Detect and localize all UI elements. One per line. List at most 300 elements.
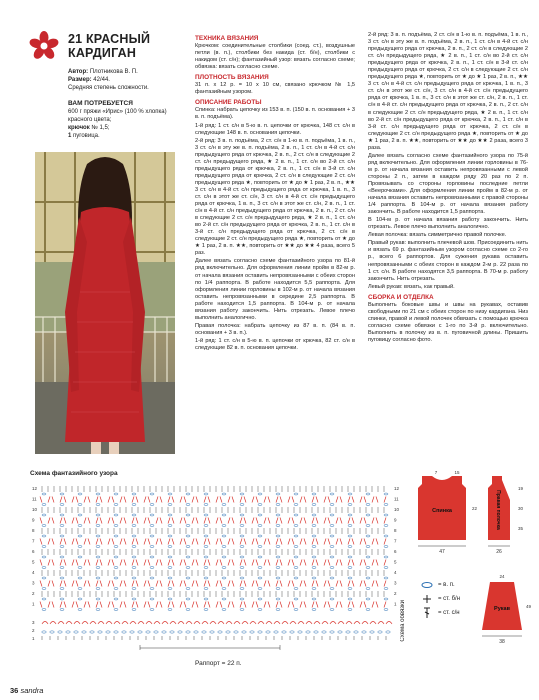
- chart-chain: [348, 567, 352, 569]
- chart-stitch: [48, 560, 50, 566]
- chart-stitch: [168, 539, 170, 545]
- chart-stitch: [264, 581, 266, 587]
- chart-chain: [348, 504, 352, 506]
- edging-chain: [122, 631, 126, 633]
- edging-arc: [162, 622, 168, 625]
- chart-chain: [312, 598, 316, 600]
- materials-heading: ВАМ ПОТРЕБУЕТСЯ: [68, 100, 133, 107]
- chart-stitch: [64, 518, 66, 524]
- chart-chain: [114, 504, 118, 506]
- chart-stitch: [160, 560, 162, 566]
- chart-stitch: [372, 518, 374, 524]
- chart-chain: [330, 504, 334, 506]
- chart-stitch: [172, 560, 174, 566]
- chart-stitch: [156, 602, 158, 608]
- chart-chain: [168, 504, 172, 506]
- chart-stitch: [100, 518, 102, 524]
- chart-chain: [42, 588, 46, 590]
- chart-stitch: [228, 539, 230, 545]
- chart-stitch: [168, 581, 170, 587]
- chart-chain: [276, 588, 280, 590]
- chart-stitch: [372, 602, 374, 608]
- chart-stitch: [336, 539, 338, 545]
- chart-stitch: [292, 539, 294, 545]
- edging-arc: [306, 622, 312, 625]
- chart-chain: [150, 525, 154, 527]
- chart-stitch: [52, 581, 54, 587]
- chart-stitch: [268, 539, 270, 545]
- chart-stitch: [208, 602, 210, 608]
- chart-chain: [42, 609, 46, 611]
- chart-stitch: [348, 518, 350, 524]
- chart-stitch: [288, 518, 290, 524]
- chart-stitch: [328, 581, 330, 587]
- legend-label-sc: = ст. б/н: [438, 596, 461, 602]
- chart-chain: [294, 546, 298, 548]
- chart-stitch: [112, 602, 114, 608]
- chart-stitch: [276, 560, 278, 566]
- chart-stitch: [316, 539, 318, 545]
- chart-stitch: [348, 539, 350, 545]
- chart-chain: [96, 525, 100, 527]
- chart-stitch: [168, 602, 170, 608]
- chart-chain: [168, 525, 172, 527]
- chart-stitch: [340, 539, 342, 545]
- chart-stitch: [180, 539, 182, 545]
- chart-stitch: [64, 560, 66, 566]
- chart-chain: [384, 567, 388, 569]
- chart-stitch: [384, 539, 386, 545]
- chart-chain: [204, 598, 208, 600]
- chart-chain: [168, 535, 172, 537]
- chart-stitch: [228, 602, 230, 608]
- row-number-right: 2: [394, 591, 397, 596]
- edging-chain: [210, 631, 214, 633]
- chart-stitch: [120, 602, 122, 608]
- row-number-right: 7: [394, 538, 397, 544]
- chart-chain: [150, 567, 154, 569]
- chart-stitch: [300, 581, 302, 587]
- chart-chain: [42, 535, 46, 537]
- row-number-right: 11: [394, 496, 399, 502]
- chart-stitch: [100, 539, 102, 545]
- chart-stitch: [372, 539, 374, 545]
- chart-stitch: [252, 560, 254, 566]
- chart-chain: [114, 609, 118, 611]
- author-value: Плотникова В. П.: [89, 69, 138, 75]
- chart-stitch: [168, 560, 170, 566]
- chart-stitch: [136, 518, 138, 524]
- page-number: 36: [10, 686, 19, 695]
- row-number-right: 5: [394, 559, 397, 565]
- chart-stitch: [192, 518, 194, 524]
- chart-stitch: [132, 497, 134, 503]
- size-label: Размер:: [68, 77, 92, 83]
- chart-stitch: [244, 602, 246, 608]
- difficulty: Средняя степень сложности.: [68, 85, 149, 91]
- chart-chain: [384, 588, 388, 590]
- chart-stitch: [220, 560, 222, 566]
- chart-stitch: [376, 497, 378, 503]
- chart-stitch: [304, 602, 306, 608]
- chart-stitch: [304, 539, 306, 545]
- edging-arc: [98, 622, 104, 625]
- chart-stitch: [240, 518, 242, 524]
- chart-stitch: [292, 518, 294, 524]
- chart-stitch: [364, 560, 366, 566]
- chart-stitch: [108, 518, 110, 524]
- chart-chain: [312, 556, 316, 558]
- chart-chain: [330, 525, 334, 527]
- chart-chain: [348, 577, 352, 579]
- chart-stitch: [328, 539, 330, 545]
- chart-stitch: [96, 539, 98, 545]
- obvyazka-label: Схема обвязки: [400, 600, 406, 642]
- chart-stitch: [196, 518, 198, 524]
- edging-chain: [178, 631, 182, 633]
- edging-arc: [210, 622, 216, 625]
- chart-stitch: [76, 602, 78, 608]
- chart-stitch: [144, 497, 146, 503]
- chart-stitch: [264, 497, 266, 503]
- chart-stitch: [156, 560, 158, 566]
- chart-chain: [114, 535, 118, 537]
- edging-arc: [378, 622, 384, 625]
- instructions-column-1: [195, 32, 355, 353]
- chart-chain: [132, 588, 136, 590]
- chart-chain: [240, 525, 244, 527]
- assembly-text: Выполнить боковые швы и швы на рукавах, оставив свободными по 21 см с обеих сторон по низу кардигана. Низ спинки, правой и левой полочек обвязать с помощью крючка согласно схеме обвязки с 1-го по 3-й р. включительно. Выполнить в полочку из в. п. пуговичной длины. Пришить пуговицу согласно фото.: [368, 301, 528, 343]
- chart-chain: [276, 577, 280, 579]
- chart-stitch: [352, 497, 354, 503]
- chart-stitch: [280, 539, 282, 545]
- chart-chain: [312, 546, 316, 548]
- chart-stitch: [172, 602, 174, 608]
- chart-stitch: [84, 497, 86, 503]
- chart-stitch: [376, 539, 378, 545]
- chart-chain: [114, 546, 118, 548]
- chart-stitch: [328, 560, 330, 566]
- chart-stitch: [184, 560, 186, 566]
- front-width: 26: [496, 549, 502, 555]
- chart-chain: [276, 609, 280, 611]
- chart-chain: [276, 504, 280, 506]
- chart-stitch: [280, 518, 282, 524]
- chart-stitch: [48, 602, 50, 608]
- chart-stitch: [216, 581, 218, 587]
- chart-stitch: [352, 560, 354, 566]
- chart-stitch: [240, 602, 242, 608]
- chart-chain: [168, 577, 172, 579]
- row-number-left: 2: [32, 591, 35, 596]
- chart-stitch: [204, 518, 206, 524]
- crochet-chart: [30, 480, 410, 650]
- chart-stitch: [168, 518, 170, 524]
- col3-p3: В 104-м р. от начала вязания работу закончить. Нить отрезать. Левое плечо выполнить аналогично.: [368, 217, 528, 231]
- back-shoulder: 15: [454, 470, 460, 475]
- edging-arc: [386, 622, 392, 625]
- chart-chain: [312, 567, 316, 569]
- chart-stitch: [376, 581, 378, 587]
- brand-name: sandra: [20, 686, 44, 695]
- chart-stitch: [144, 581, 146, 587]
- chart-chain: [330, 493, 334, 495]
- edging-arc: [178, 622, 184, 625]
- legend-label-chain: = в. п.: [438, 582, 455, 588]
- chart-chain: [150, 546, 154, 548]
- chart-stitch: [336, 581, 338, 587]
- chart-chain: [168, 567, 172, 569]
- chart-stitch: [76, 560, 78, 566]
- chart-chain: [330, 609, 334, 611]
- edging-arc: [322, 622, 328, 625]
- edging-row-number: 3: [32, 620, 35, 625]
- chart-chain: [384, 525, 388, 527]
- chart-stitch: [300, 560, 302, 566]
- chart-stitch: [192, 497, 194, 503]
- chart-stitch: [328, 497, 330, 503]
- chart-stitch: [88, 560, 90, 566]
- chart-chain: [276, 525, 280, 527]
- chart-stitch: [264, 518, 266, 524]
- chart-chain: [42, 514, 46, 516]
- edging-chain: [338, 631, 342, 633]
- chart-stitch: [108, 560, 110, 566]
- chart-chain: [168, 609, 172, 611]
- chart-stitch: [384, 581, 386, 587]
- chart-stitch: [76, 497, 78, 503]
- chart-stitch: [120, 560, 122, 566]
- edging-arc: [346, 622, 352, 625]
- chart-chain: [96, 588, 100, 590]
- description-p3: 2-й ряд: 3 в. п. подъёма, 2 ст. с/н в 1-ю в. п. подъёма, 1 в. п., 3 ст. с/н в эту же в. п. подъёма, 2 в. п., 1 ст. с/н в 4-й ст. с/н предыдущего ряда от крючка, 2 в. п., 2 ст. с/н в следующие 2 ст. с/н предыдущего ряда, ★ 2 в. п., 1 ст. с/н во 2-й ст. с/н предыдущего ряда от крючка, 2 в. п., 1 ст. с/н в 3-й ст. с/н предыдущего ряда от крючка, 2 ст. с/н в следующие 2 ст. с/н предыдущего ряда ★, повторить от ★ до ★ 1 раз, 2 в. п., ★★ 3 ст. с/н в 4-й ст. с/н предыдущего ряда от крючка, 1 в. п., 3 ст. с/н в этот же ст. с/н, 3 ст. с/н в 4-й ст. с/н предыдущего ряда от крючка, 1 в. п., 3 ст. с/н в этот же ст. с/н, 2 в. п., 1 ст. с/н в 4-й ст. с/н предыдущего ряда от крючка, 2 в. п., 2 ст. с/н в следующие 2 ст. с/н предыдущего ряда, ★ 2 в. п., 1 ст. с/н во 2-й ст. с/н предыдущего ряда от крючка, 2 в. п., 1 ст. с/н в 3-й ст. с/н предыдущего ряда от крючка, 2 ст. с/н в следующие 2 ст. с/н предыдущего ряда ★, повторить от ★ до ★ 1 раз, 2 в. п. ★★, повторить от ★★ до ★★ 4 раза, всего 5 раз.: [195, 137, 355, 257]
- chart-chain: [222, 514, 226, 516]
- chart-stitch: [252, 581, 254, 587]
- chart-stitch: [112, 560, 114, 566]
- chart-stitch: [316, 518, 318, 524]
- chart-stitch: [216, 539, 218, 545]
- chart-stitch: [268, 560, 270, 566]
- chart-stitch: [184, 581, 186, 587]
- chart-chain: [222, 504, 226, 506]
- chart-stitch: [340, 560, 342, 566]
- chart-stitch: [220, 602, 222, 608]
- chart-stitch: [132, 602, 134, 608]
- edging-chain: [154, 631, 158, 633]
- chart-stitch: [232, 602, 234, 608]
- chart-chain: [114, 556, 118, 558]
- hook-value: № 1,5;: [91, 125, 110, 131]
- front-label: Правая полочка: [495, 490, 501, 530]
- chart-chain: [276, 493, 280, 495]
- chart-chain: [132, 609, 136, 611]
- chart-chain: [132, 577, 136, 579]
- chart-chain: [294, 525, 298, 527]
- chart-stitch: [280, 581, 282, 587]
- chart-stitch: [364, 602, 366, 608]
- sleeve-label: Рукав: [494, 606, 510, 612]
- chart-stitch: [384, 518, 386, 524]
- chart-stitch: [132, 560, 134, 566]
- chart-stitch: [192, 602, 194, 608]
- chart-stitch: [360, 518, 362, 524]
- chart-chain: [96, 546, 100, 548]
- chart-chain: [222, 546, 226, 548]
- chart-stitch: [384, 497, 386, 503]
- chart-stitch: [204, 560, 206, 566]
- chart-chain: [96, 493, 100, 495]
- row-number-right: 3: [394, 580, 397, 586]
- chart-chain: [204, 588, 208, 590]
- chart-chain: [42, 577, 46, 579]
- chart-stitch: [384, 602, 386, 608]
- chart-stitch: [240, 560, 242, 566]
- chart-chain: [276, 514, 280, 516]
- chart-stitch: [100, 497, 102, 503]
- row-number-left: 4: [32, 570, 35, 575]
- chart-stitch: [364, 581, 366, 587]
- description-p1: Спинка: набрать цепочку из 153 в. п. (150 в. п. основания + 3 в. п. подъёма).: [195, 107, 355, 121]
- back-width: 47: [439, 549, 445, 555]
- chart-stitch: [76, 539, 78, 545]
- chart-stitch: [216, 602, 218, 608]
- chart-chain: [150, 588, 154, 590]
- sleeve-top: 24: [499, 574, 505, 579]
- chart-chain: [186, 504, 190, 506]
- chart-chain: [384, 556, 388, 558]
- chart-chain: [186, 535, 190, 537]
- chart-chain: [78, 504, 82, 506]
- edging-arc: [146, 622, 152, 625]
- chart-stitch: [124, 497, 126, 503]
- chart-stitch: [376, 518, 378, 524]
- chart-stitch: [316, 602, 318, 608]
- cardigan-photo-illustration: [35, 152, 175, 454]
- chart-chain: [60, 567, 64, 569]
- chart-stitch: [316, 581, 318, 587]
- chart-chain: [60, 535, 64, 537]
- garment-schematics: [410, 470, 535, 680]
- row-number-left: 9: [32, 517, 35, 523]
- chart-stitch: [64, 602, 66, 608]
- chart-stitch: [192, 539, 194, 545]
- chart-stitch: [288, 602, 290, 608]
- chart-chain: [258, 546, 262, 548]
- chart-chain: [348, 514, 352, 516]
- chart-stitch: [156, 518, 158, 524]
- chart-stitch: [256, 539, 258, 545]
- chart-stitch: [72, 581, 74, 587]
- page-footer: [10, 686, 43, 695]
- chart-stitch: [336, 560, 338, 566]
- chart-stitch: [108, 539, 110, 545]
- technique-title: ТЕХНИКА ВЯЗАНИЯ: [195, 35, 259, 42]
- chart-stitch: [232, 581, 234, 587]
- chart-stitch: [292, 602, 294, 608]
- chart-chain: [150, 609, 154, 611]
- edging-arc: [74, 622, 80, 625]
- chart-chain: [114, 577, 118, 579]
- chart-chain: [276, 535, 280, 537]
- chart-chain: [42, 504, 46, 506]
- chart-chain: [258, 493, 262, 495]
- chart-stitch: [324, 539, 326, 545]
- chart-chain: [240, 504, 244, 506]
- row-number-right: 12: [394, 486, 400, 491]
- chart-stitch: [252, 497, 254, 503]
- chart-chain: [78, 493, 82, 495]
- chart-chain: [240, 556, 244, 558]
- chart-stitch: [228, 560, 230, 566]
- chart-stitch: [136, 560, 138, 566]
- row-number-right: 8: [394, 528, 397, 533]
- chart-stitch: [328, 518, 330, 524]
- chart-stitch: [292, 581, 294, 587]
- chart-stitch: [48, 497, 50, 503]
- chart-stitch: [232, 518, 234, 524]
- chart-chain: [96, 567, 100, 569]
- chart-stitch: [360, 560, 362, 566]
- edging-chain: [330, 631, 334, 633]
- edging-chain: [258, 631, 262, 633]
- chart-chain: [168, 493, 172, 495]
- chart-stitch: [88, 497, 90, 503]
- chart-stitch: [172, 539, 174, 545]
- chart-stitch: [352, 581, 354, 587]
- chart-stitch: [312, 539, 314, 545]
- chart-chain: [222, 598, 226, 600]
- chart-stitch: [220, 581, 222, 587]
- chart-stitch: [96, 518, 98, 524]
- edging-chain: [114, 631, 118, 633]
- chart-chain: [366, 525, 370, 527]
- chart-stitch: [156, 581, 158, 587]
- edging-chain: [106, 631, 110, 633]
- chart-stitch: [196, 497, 198, 503]
- chart-stitch: [204, 602, 206, 608]
- edging-arc: [90, 622, 96, 625]
- size-value: 42/44.: [93, 77, 110, 83]
- button-count: 1: [68, 133, 72, 139]
- chart-stitch: [244, 560, 246, 566]
- edging-arc: [314, 622, 320, 625]
- chart-stitch: [84, 518, 86, 524]
- chart-chain: [114, 567, 118, 569]
- edging-chain: [42, 631, 46, 633]
- chart-chain: [240, 514, 244, 516]
- edging-chain: [66, 631, 70, 633]
- chart-stitch: [340, 518, 342, 524]
- chart-stitch: [156, 539, 158, 545]
- chart-stitch: [136, 497, 138, 503]
- edging-chain: [306, 631, 310, 633]
- chart-stitch: [64, 581, 66, 587]
- edging-arc: [266, 622, 272, 625]
- chart-chain: [276, 598, 280, 600]
- chart-stitch: [196, 539, 198, 545]
- chart-chain: [258, 556, 262, 558]
- chart-stitch: [352, 539, 354, 545]
- chart-chain: [348, 556, 352, 558]
- chart-chain: [294, 514, 298, 516]
- chart-chain: [348, 546, 352, 548]
- chart-stitch: [360, 581, 362, 587]
- chart-stitch: [40, 602, 42, 608]
- chart-chain: [276, 546, 280, 548]
- chart-stitch: [244, 497, 246, 503]
- chart-stitch: [76, 518, 78, 524]
- chart-stitch: [52, 560, 54, 566]
